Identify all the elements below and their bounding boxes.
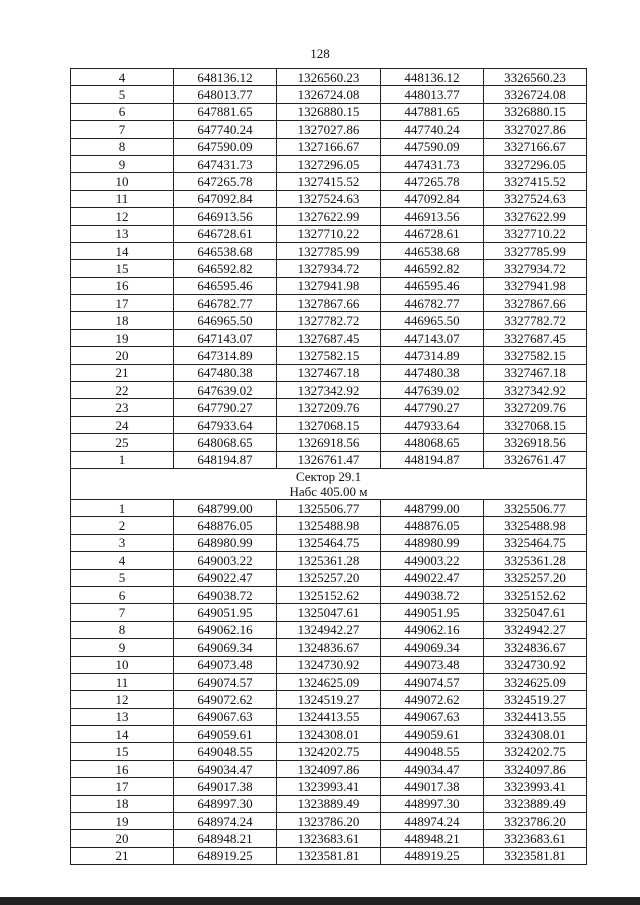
- table-cell: 448876.05: [381, 517, 484, 534]
- table-cell: 3326918.56: [484, 434, 587, 451]
- table-row: [71, 277, 587, 294]
- table-cell: 3327524.63: [484, 190, 587, 207]
- table-cell: 646728.61: [174, 225, 277, 242]
- table-cell: 449062.16: [381, 621, 484, 638]
- table-cell: 447881.65: [381, 103, 484, 120]
- table-cell: 1323683.61: [277, 830, 381, 847]
- table-row: [71, 639, 587, 656]
- table-cell: 1325488.98: [277, 517, 381, 534]
- table-cell: 7: [71, 604, 174, 621]
- table-cell: 446913.56: [381, 208, 484, 225]
- table-cell: 647143.07: [174, 329, 277, 346]
- table-cell: 3324097.86: [484, 760, 587, 777]
- table-cell: 647431.73: [174, 155, 277, 172]
- table-cell: 10: [71, 173, 174, 190]
- table-cell: 1324625.09: [277, 673, 381, 690]
- table-cell: 3323786.20: [484, 813, 587, 830]
- table-cell: 1327166.67: [277, 138, 381, 155]
- table-cell: 3324836.67: [484, 639, 587, 656]
- table-cell: 3324625.09: [484, 673, 587, 690]
- table-cell: 448799.00: [381, 499, 484, 516]
- table-cell: 1: [71, 499, 174, 516]
- scan-edge: [0, 897, 640, 905]
- table-cell: 1325257.20: [277, 569, 381, 586]
- table-cell: 1326560.23: [277, 69, 381, 86]
- table-row: [71, 399, 587, 416]
- table-cell: 1323889.49: [277, 795, 381, 812]
- table-cell: 649003.22: [174, 552, 277, 569]
- table-row: [71, 312, 587, 329]
- table-cell: 3325047.61: [484, 604, 587, 621]
- table-cell: 449067.63: [381, 708, 484, 725]
- table-cell: 15: [71, 743, 174, 760]
- table-cell: 446595.46: [381, 277, 484, 294]
- coordinates-table: [70, 68, 587, 865]
- table-cell: 1324308.01: [277, 726, 381, 743]
- table-cell: 449038.72: [381, 586, 484, 603]
- table-cell: 3327782.72: [484, 312, 587, 329]
- table-cell: 1327934.72: [277, 260, 381, 277]
- table-cell: 3324730.92: [484, 656, 587, 673]
- table-cell: 646538.68: [174, 242, 277, 259]
- table-cell: 1326880.15: [277, 103, 381, 120]
- table-cell: 648948.21: [174, 830, 277, 847]
- table-cell: 649067.63: [174, 708, 277, 725]
- table-cell: 449003.22: [381, 552, 484, 569]
- table-cell: 3326880.15: [484, 103, 587, 120]
- table-cell: 21: [71, 847, 174, 864]
- table-cell: 647881.65: [174, 103, 277, 120]
- table-row: [71, 364, 587, 381]
- table-cell: 24: [71, 416, 174, 433]
- table-cell: 3325506.77: [484, 499, 587, 516]
- table-cell: 3327296.05: [484, 155, 587, 172]
- table-cell: 447639.02: [381, 382, 484, 399]
- table-cell: 9: [71, 155, 174, 172]
- table-cell: 449034.47: [381, 760, 484, 777]
- table-cell: 447265.78: [381, 173, 484, 190]
- table-cell: 3323993.41: [484, 778, 587, 795]
- table-cell: 646965.50: [174, 312, 277, 329]
- table-cell: 448013.77: [381, 86, 484, 103]
- table-cell: 1325152.62: [277, 586, 381, 603]
- table-cell: 447431.73: [381, 155, 484, 172]
- table-row: [71, 708, 587, 725]
- table-row: [71, 586, 587, 603]
- table-cell: 648799.00: [174, 499, 277, 516]
- table-row: [71, 534, 587, 551]
- table-cell: 3323581.81: [484, 847, 587, 864]
- table-cell: 25: [71, 434, 174, 451]
- table-cell: 3324519.27: [484, 691, 587, 708]
- table-cell: 448136.12: [381, 69, 484, 86]
- table-cell: 15: [71, 260, 174, 277]
- table-cell: 446728.61: [381, 225, 484, 242]
- table-cell: 3327785.99: [484, 242, 587, 259]
- table-cell: 1325464.75: [277, 534, 381, 551]
- table-cell: 646592.82: [174, 260, 277, 277]
- table-cell: 447790.27: [381, 399, 484, 416]
- table-row: [71, 552, 587, 569]
- table-row: [71, 691, 587, 708]
- table-cell: 3327582.15: [484, 347, 587, 364]
- table-cell: 18: [71, 312, 174, 329]
- table-cell: 17: [71, 778, 174, 795]
- table-cell: 647480.38: [174, 364, 277, 381]
- table-cell: 16: [71, 277, 174, 294]
- table-row: [71, 225, 587, 242]
- table-cell: 648876.05: [174, 517, 277, 534]
- table-cell: 17: [71, 295, 174, 312]
- table-cell: 1327342.92: [277, 382, 381, 399]
- table-row: [71, 499, 587, 516]
- table-row: [71, 604, 587, 621]
- table-row: [71, 260, 587, 277]
- sector-title: Сектор 29.1: [295, 468, 362, 484]
- table-cell: 3324202.75: [484, 743, 587, 760]
- table-cell: 648068.65: [174, 434, 277, 451]
- table-cell: 648194.87: [174, 451, 277, 468]
- table-cell: 1323786.20: [277, 813, 381, 830]
- table-row: [71, 86, 587, 103]
- table-cell: 647092.84: [174, 190, 277, 207]
- table-row: [71, 69, 587, 86]
- table-cell: 1324836.67: [277, 639, 381, 656]
- table-cell: 1327785.99: [277, 242, 381, 259]
- table-cell: 647790.27: [174, 399, 277, 416]
- table-row: [71, 847, 587, 864]
- table-row: [71, 517, 587, 534]
- page-number: 128: [310, 46, 330, 61]
- table-cell: 5: [71, 86, 174, 103]
- table-cell: 5: [71, 569, 174, 586]
- table-cell: 1326918.56: [277, 434, 381, 451]
- table-cell: 6: [71, 586, 174, 603]
- table-cell: 3326761.47: [484, 451, 587, 468]
- table-cell: 1327622.99: [277, 208, 381, 225]
- table-cell: 448974.24: [381, 813, 484, 830]
- table-row: [71, 743, 587, 760]
- table-row: [71, 760, 587, 777]
- table-cell: 447480.38: [381, 364, 484, 381]
- table-cell: 649034.47: [174, 760, 277, 777]
- table-row: [71, 795, 587, 812]
- table-cell: 3326560.23: [484, 69, 587, 86]
- table-cell: 3325488.98: [484, 517, 587, 534]
- table-cell: 16: [71, 760, 174, 777]
- table-row: [71, 656, 587, 673]
- table-cell: 649072.62: [174, 691, 277, 708]
- table-cell: 648974.24: [174, 813, 277, 830]
- table-cell: 22: [71, 382, 174, 399]
- table-cell: 11: [71, 190, 174, 207]
- table-cell: 20: [71, 830, 174, 847]
- table-cell: 1324942.27: [277, 621, 381, 638]
- table-row: [71, 347, 587, 364]
- table-cell: 3326724.08: [484, 86, 587, 103]
- table-cell: 1323581.81: [277, 847, 381, 864]
- coordinates-table-body: [71, 69, 587, 865]
- table-cell: 647265.78: [174, 173, 277, 190]
- table-cell: 23: [71, 399, 174, 416]
- table-cell: 446538.68: [381, 242, 484, 259]
- table-cell: 1324097.86: [277, 760, 381, 777]
- table-cell: 448980.99: [381, 534, 484, 551]
- table-cell: 1: [71, 451, 174, 468]
- table-cell: 646595.46: [174, 277, 277, 294]
- table-cell: 20: [71, 347, 174, 364]
- table-cell: 1325361.28: [277, 552, 381, 569]
- table-cell: 19: [71, 329, 174, 346]
- table-cell: 1327941.98: [277, 277, 381, 294]
- table-cell: 3327687.45: [484, 329, 587, 346]
- table-cell: 649069.34: [174, 639, 277, 656]
- table-cell: 1327582.15: [277, 347, 381, 364]
- table-cell: 1327782.72: [277, 312, 381, 329]
- table-row: [71, 813, 587, 830]
- table-cell: 648919.25: [174, 847, 277, 864]
- table-cell: 1327415.52: [277, 173, 381, 190]
- table-row: [71, 569, 587, 586]
- table-cell: 10: [71, 656, 174, 673]
- table-cell: 3327068.15: [484, 416, 587, 433]
- table-cell: 648013.77: [174, 86, 277, 103]
- table-cell: 447092.84: [381, 190, 484, 207]
- sector-elevation: Набс 405.00 м: [289, 483, 368, 499]
- table-cell: 449017.38: [381, 778, 484, 795]
- table-cell: 1325506.77: [277, 499, 381, 516]
- table-cell: 3327027.86: [484, 121, 587, 138]
- table-cell: 3324308.01: [484, 726, 587, 743]
- table-cell: 647590.09: [174, 138, 277, 155]
- table-cell: 3327867.66: [484, 295, 587, 312]
- table-cell: 649073.48: [174, 656, 277, 673]
- table-cell: 6: [71, 103, 174, 120]
- table-cell: 1327867.66: [277, 295, 381, 312]
- table-row: [71, 190, 587, 207]
- table-cell: 3325257.20: [484, 569, 587, 586]
- table-cell: 649022.47: [174, 569, 277, 586]
- table-cell: 449051.95: [381, 604, 484, 621]
- table-cell: 3327934.72: [484, 260, 587, 277]
- table-row: [71, 416, 587, 433]
- table-cell: 649048.55: [174, 743, 277, 760]
- table-row: [71, 830, 587, 847]
- table-cell: 447314.89: [381, 347, 484, 364]
- table-cell: 449059.61: [381, 726, 484, 743]
- table-cell: 647933.64: [174, 416, 277, 433]
- table-cell: 3323889.49: [484, 795, 587, 812]
- table-cell: 12: [71, 691, 174, 708]
- table-cell: 649051.95: [174, 604, 277, 621]
- table-cell: 646782.77: [174, 295, 277, 312]
- table-cell: 1327467.18: [277, 364, 381, 381]
- table-cell: 649038.72: [174, 586, 277, 603]
- table-cell: 3327209.76: [484, 399, 587, 416]
- table-cell: 3325152.62: [484, 586, 587, 603]
- table-row: [71, 242, 587, 259]
- table-cell: 1326724.08: [277, 86, 381, 103]
- table-cell: 3327467.18: [484, 364, 587, 381]
- table-cell: 1323993.41: [277, 778, 381, 795]
- table-cell: 1327524.63: [277, 190, 381, 207]
- table-cell: 447590.09: [381, 138, 484, 155]
- table-cell: 3327415.52: [484, 173, 587, 190]
- table-cell: 3324413.55: [484, 708, 587, 725]
- table-cell: 13: [71, 708, 174, 725]
- table-cell: 447143.07: [381, 329, 484, 346]
- table-cell: 18: [71, 795, 174, 812]
- table-row: [71, 329, 587, 346]
- table-cell: 448919.25: [381, 847, 484, 864]
- table-cell: 1327710.22: [277, 225, 381, 242]
- table-cell: 448194.87: [381, 451, 484, 468]
- table-cell: 14: [71, 242, 174, 259]
- table-row: [71, 382, 587, 399]
- table-cell: 647314.89: [174, 347, 277, 364]
- table-cell: 1324202.75: [277, 743, 381, 760]
- table-cell: 3325464.75: [484, 534, 587, 551]
- table-cell: 447740.24: [381, 121, 484, 138]
- table-cell: 647639.02: [174, 382, 277, 399]
- table-cell: 14: [71, 726, 174, 743]
- table-cell: 447933.64: [381, 416, 484, 433]
- table-cell: 19: [71, 813, 174, 830]
- table-cell: 1324519.27: [277, 691, 381, 708]
- table-cell: 3327166.67: [484, 138, 587, 155]
- table-cell: 12: [71, 208, 174, 225]
- table-row: [71, 451, 587, 468]
- table-cell: 3325361.28: [484, 552, 587, 569]
- table-cell: 446592.82: [381, 260, 484, 277]
- table-cell: 3327342.92: [484, 382, 587, 399]
- table-cell: 3323683.61: [484, 830, 587, 847]
- table-cell: 649074.57: [174, 673, 277, 690]
- table-row: [71, 208, 587, 225]
- table-cell: 1327296.05: [277, 155, 381, 172]
- table-cell: 446965.50: [381, 312, 484, 329]
- table-cell: 8: [71, 621, 174, 638]
- table-cell: 648980.99: [174, 534, 277, 551]
- table-row: [71, 434, 587, 451]
- table-cell: 449072.62: [381, 691, 484, 708]
- table-cell: 3327941.98: [484, 277, 587, 294]
- table-cell: 649059.61: [174, 726, 277, 743]
- table-cell: 1324413.55: [277, 708, 381, 725]
- table-cell: 449022.47: [381, 569, 484, 586]
- table-cell: 449048.55: [381, 743, 484, 760]
- table-row: [71, 121, 587, 138]
- table-cell: 3327622.99: [484, 208, 587, 225]
- table-cell: 649017.38: [174, 778, 277, 795]
- table-cell: 7: [71, 121, 174, 138]
- table-row: [71, 155, 587, 172]
- table-cell: 1325047.61: [277, 604, 381, 621]
- table-cell: 448997.30: [381, 795, 484, 812]
- table-row: [71, 295, 587, 312]
- table-cell: 1324730.92: [277, 656, 381, 673]
- table-cell: 449069.34: [381, 639, 484, 656]
- table-row: [71, 673, 587, 690]
- table-cell: 1326761.47: [277, 451, 381, 468]
- table-cell: 648136.12: [174, 69, 277, 86]
- table-cell: 1327687.45: [277, 329, 381, 346]
- table-cell: 2: [71, 517, 174, 534]
- table-cell: 449073.48: [381, 656, 484, 673]
- table-row: [71, 138, 587, 155]
- table-cell: 1327209.76: [277, 399, 381, 416]
- table-row: [71, 778, 587, 795]
- table-cell: 3324942.27: [484, 621, 587, 638]
- table-cell: 646913.56: [174, 208, 277, 225]
- table-cell: 1327027.86: [277, 121, 381, 138]
- table-cell: 446782.77: [381, 295, 484, 312]
- table-cell: 13: [71, 225, 174, 242]
- table-cell: 449074.57: [381, 673, 484, 690]
- table-row: [71, 621, 587, 638]
- table-cell: 1327068.15: [277, 416, 381, 433]
- table-row: [71, 103, 587, 120]
- sector-header-row: [71, 468, 587, 499]
- table-cell: 448948.21: [381, 830, 484, 847]
- table-row: [71, 726, 587, 743]
- table-row: [71, 173, 587, 190]
- table-cell: 4: [71, 69, 174, 86]
- table-cell: 9: [71, 639, 174, 656]
- table-cell: 648997.30: [174, 795, 277, 812]
- table-cell: 448068.65: [381, 434, 484, 451]
- table-cell: 4: [71, 552, 174, 569]
- table-cell: 647740.24: [174, 121, 277, 138]
- table-cell: 3327710.22: [484, 225, 587, 242]
- sector-header: [71, 468, 587, 499]
- table-cell: 3: [71, 534, 174, 551]
- table-cell: 21: [71, 364, 174, 381]
- table-cell: 649062.16: [174, 621, 277, 638]
- table-cell: 11: [71, 673, 174, 690]
- table-cell: 8: [71, 138, 174, 155]
